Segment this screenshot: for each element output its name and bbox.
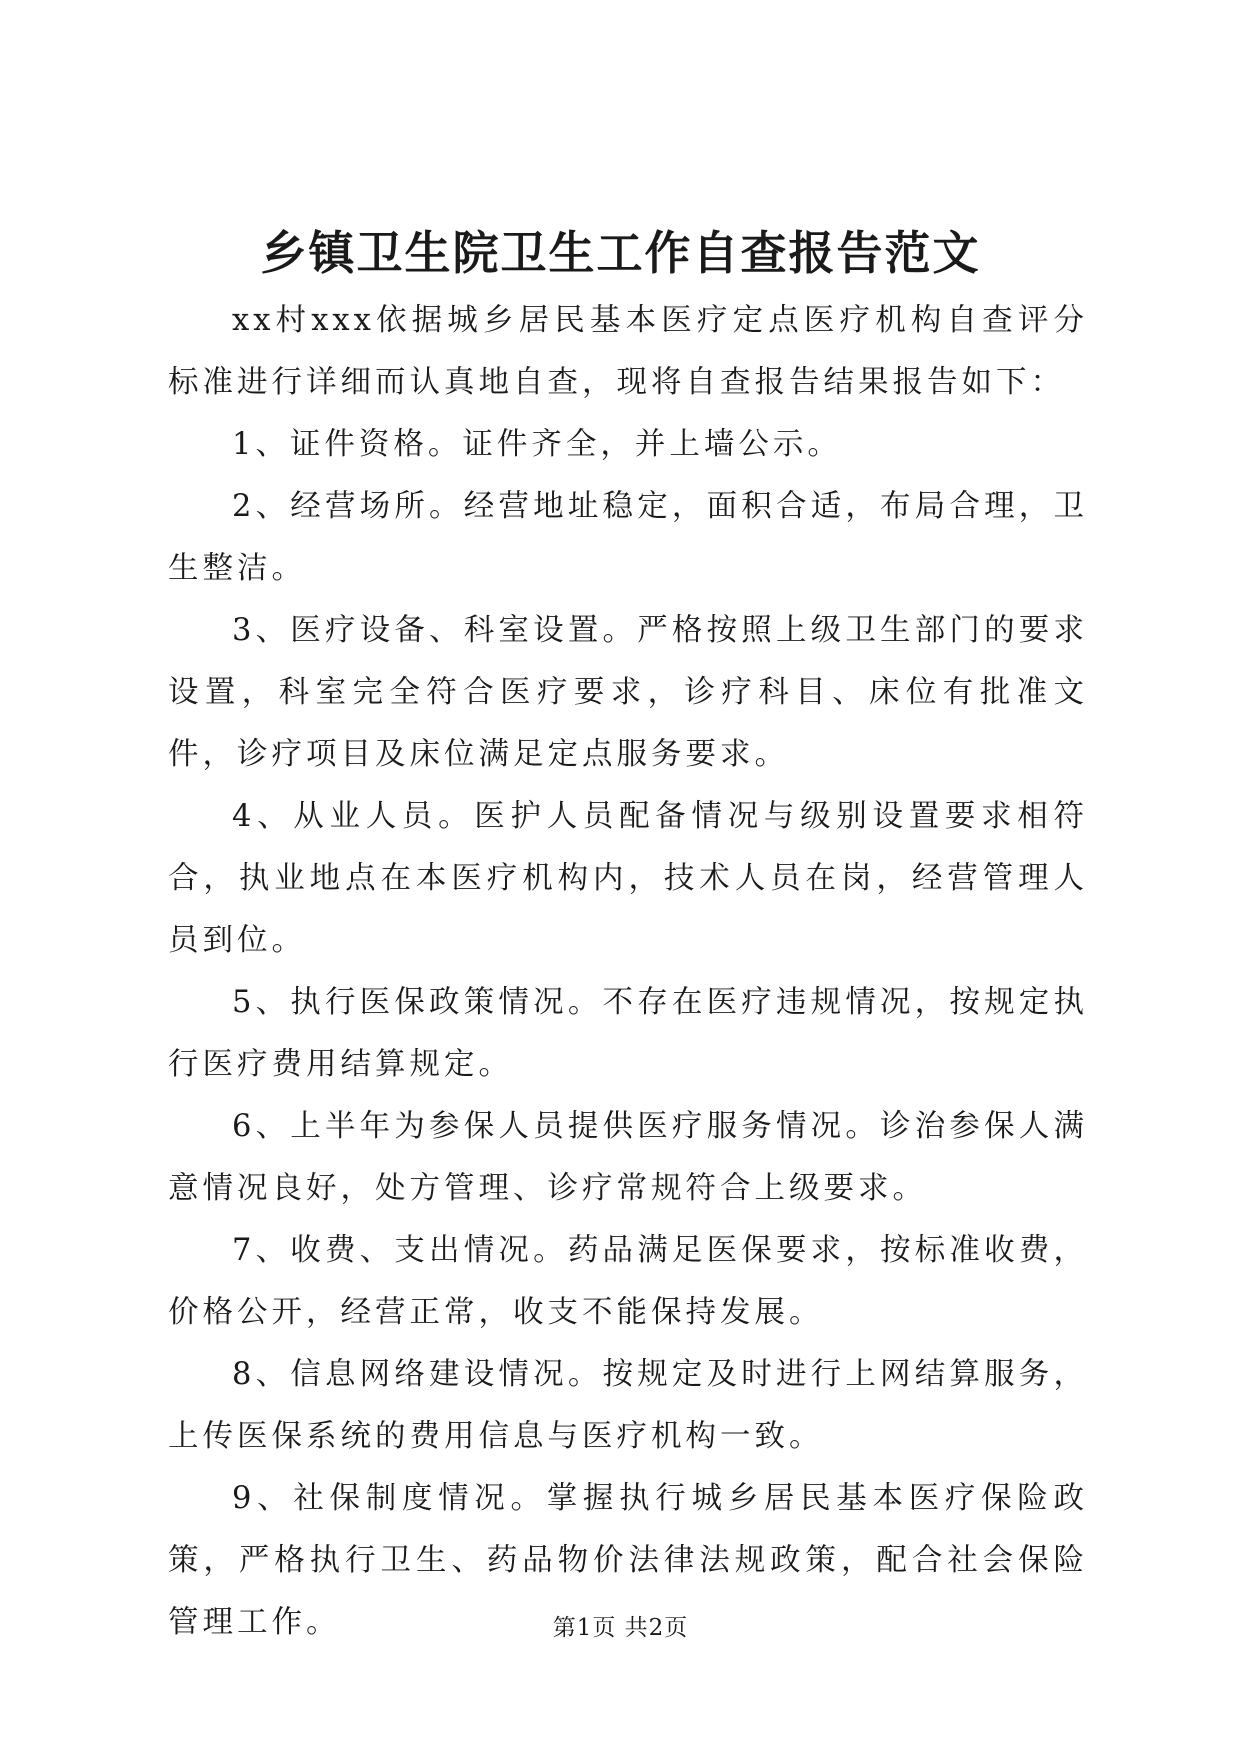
item-paragraph-8: 8、信息网络建设情况。按规定及时进行上网结算服务，上传医保系统的费用信息与医疗机构一致。 [168,1357,1088,1454]
document-body [168,290,1088,1654]
document-title: 乡镇卫生院卫生工作自查报告范文 [260,226,981,280]
item-paragraph-5: 5、执行医保政策情况。不存在医疗违规情况，按规定执行医疗费用结算规定。 [168,985,1088,1082]
intro-paragraph: xx村xxx依据城乡居民基本医疗定点医疗机构自查评分标准进行详细而认真地自查，现将自查报告结果报告如下： [168,303,1088,400]
item-paragraph-7: 7、收费、支出情况。药品满足医保要求，按标准收费，价格公开，经营正常，收支不能保持发展。 [168,1233,1088,1330]
item-paragraph-3: 3、医疗设备、科室设置。严格按照上级卫生部门的要求设置，科室完全符合医疗要求，诊疗科目、床位有批准文件，诊疗项目及床位满足定点服务要求。 [168,613,1088,772]
item-paragraph-4: 4、从业人员。医护人员配备情况与级别设置要求相符合，执业地点在本医疗机构内，技术人员在岗，经营管理人员到位。 [168,799,1088,958]
item-paragraph-1: 1、证件资格。证件齐全，并上墙公示。 [232,427,842,462]
item-paragraph-2: 2、经营场所。经营地址稳定，面积合适，布局合理，卫生整洁。 [168,489,1088,586]
item-paragraph-9: 9、社保制度情况。掌握执行城乡居民基本医疗保险政策，严格执行卫生、药品物价法律法规政策，配合社会保险管理工作。 [168,1481,1088,1640]
page-number-footer: 第1页 共2页 [552,1615,689,1641]
item-paragraph-6: 6、上半年为参保人员提供医疗服务情况。诊治参保人满意情况良好，处方管理、诊疗常规符合上级要求。 [168,1109,1088,1206]
